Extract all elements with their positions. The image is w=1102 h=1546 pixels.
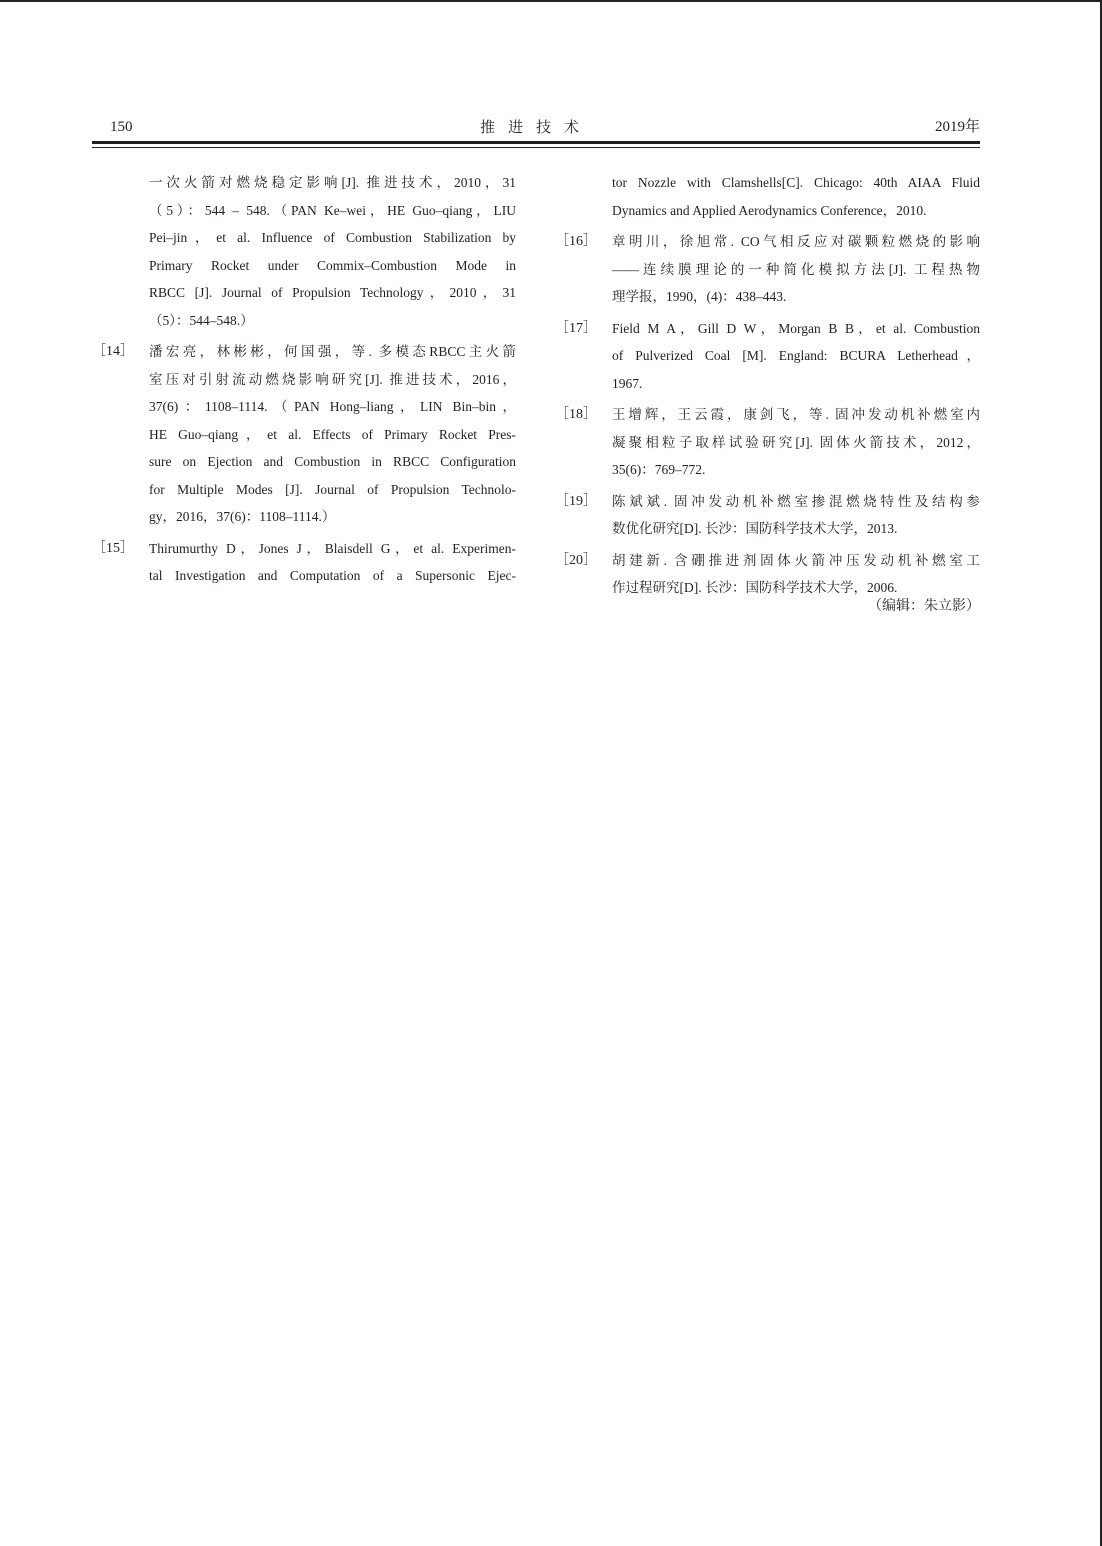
reference-line: gy，2016，37(6)：1108–1114.） xyxy=(149,509,336,524)
reference-line: 章明川，徐旭常. CO气相反应对碳颗粒燃烧的影响 xyxy=(612,234,980,249)
reference-line: HE Guo–qiang，et al. Effects of Primary Rocket Pres- xyxy=(149,426,516,442)
reference-number: ［14］ xyxy=(92,344,134,359)
reference-line: 数优化研究[D]. 长沙：国防科学技术大学，2013. xyxy=(612,521,898,536)
reference-16 xyxy=(555,228,980,311)
reference-line: sure on Ejection and Combustion in RBCC Configuration xyxy=(149,454,516,469)
reference-line: 理学报，1990，(4)：438–443. xyxy=(612,289,787,304)
header-rule-thick xyxy=(92,141,980,144)
reference-line: 潘宏亮，林彬彬，何国强，等. 多模态RBCC主火箭 xyxy=(149,344,516,359)
reference-line: 室压对引射流动燃烧影响研究[J]. 推进技术，2016， xyxy=(149,371,516,387)
reference-line: Dynamics and Applied Aerodynamics Conference，2010. xyxy=(612,202,927,218)
reference-line: 胡建新. 含硼推进剂固体火箭冲压发动机补燃室工 xyxy=(612,552,980,568)
reference-20 xyxy=(555,547,980,602)
reference-line: Field M A，Gill D W，Morgan B B，et al. Combustion xyxy=(612,320,980,336)
reference-line: Thirumurthy D，Jones J，Blaisdell G，et al. Experimen- xyxy=(149,540,516,556)
reference-line: 35(6)：769–772. xyxy=(612,462,706,477)
running-header xyxy=(92,117,980,139)
reference-line: 王增辉，王云霞，康剑飞，等. 固冲发动机补燃室内 xyxy=(612,407,980,422)
reference-number: ［15］ xyxy=(92,540,134,556)
reference-line: for Multiple Modes [J]. Journal of Propulsion Technolo- xyxy=(149,481,516,497)
reference-line: 1967. xyxy=(612,375,643,391)
reference-line: 37(6)：1108–1114.（PAN Hong–liang，LIN Bin–bin， xyxy=(149,399,516,414)
left-column xyxy=(92,169,516,594)
reference-number: ［16］ xyxy=(555,234,597,249)
reference-line: 一次火箭对燃烧稳定影响[J]. 推进技术，2010，31 xyxy=(149,175,516,190)
reference-line: Pei–jin，et al. Influence of Combustion Stabilization by xyxy=(149,230,516,245)
issue-year: 2019年 xyxy=(934,119,980,135)
reference-line: Primary Rocket under Commix–Combustion Mode in xyxy=(149,257,516,273)
page-top-border xyxy=(0,0,1102,2)
editor-note: （编辑：朱立影） xyxy=(868,598,980,614)
reference-line: ——连续膜理论的一种简化模拟方法[J]. 工程热物 xyxy=(612,261,980,277)
reference-15-continuation xyxy=(555,169,980,224)
reference-15 xyxy=(92,535,516,590)
reference-line: 作过程研究[D]. 长沙：国防科学技术大学，2006. xyxy=(612,580,898,595)
reference-17 xyxy=(555,315,980,398)
right-column xyxy=(555,169,980,606)
page-number: 150 xyxy=(110,119,133,135)
journal-title: 推进技术 xyxy=(479,118,592,136)
reference-line: （5）：544 – 548.（PAN Ke–wei，HE Guo–qiang，LIU xyxy=(149,202,516,218)
reference-18 xyxy=(555,401,980,484)
reference-line: 凝聚相粒子取样试验研究[J]. 固体火箭技术，2012， xyxy=(612,434,980,450)
reference-number: ［18］ xyxy=(555,407,597,422)
header-rule-thin xyxy=(92,147,980,148)
reference-line: （5）：544–548.） xyxy=(149,312,254,328)
reference-line: tor Nozzle with Clamshells[C]. Chicago: 40th AIAA Fluid xyxy=(612,175,980,190)
reference-line: 陈斌斌. 固冲发动机补燃室掺混燃烧特性及结构参 xyxy=(612,493,980,509)
reference-13-continuation xyxy=(92,169,516,334)
reference-19 xyxy=(555,488,980,543)
reference-line: RBCC [J]. Journal of Propulsion Technology，2010，31 xyxy=(149,285,516,300)
reference-14 xyxy=(92,338,516,531)
reference-line: of Pulverized Coal [M]. England: BCURA Letherhead， xyxy=(612,348,980,363)
reference-number: ［17］ xyxy=(555,320,597,336)
reference-line: tal Investigation and Computation of a Supersonic Ejec- xyxy=(149,568,516,583)
reference-number: ［19］ xyxy=(555,493,597,509)
reference-number: ［20］ xyxy=(555,552,597,568)
